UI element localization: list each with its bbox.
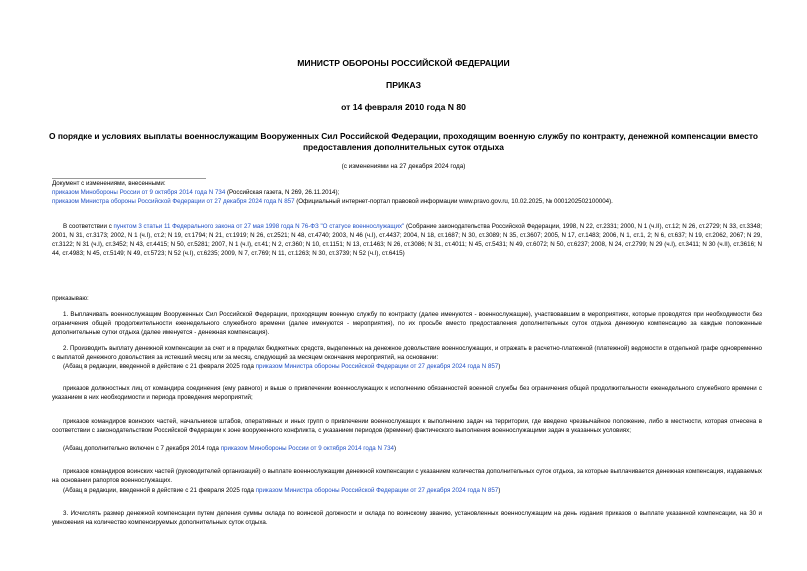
amendment-link[interactable]: приказом Министра обороны Российской Федерации от 27 декабря 2024 года N 857 (255, 487, 499, 494)
amendments-block (52, 180, 762, 207)
preamble-text-end: (Собрание законодательства Российской Федерации, 1998, N 22, ст.2331; 2000, N 1 (ч.II), ст.12; N 26, ст.2729; N 33, ст.3348; 2001, N 31, ст.3173; 2002, N 1 (ч.I), ст.2; N 19, ст.1794; N 21, ст.1919; N 26, ст.2521; N 48, ст.4740; 2003, N 46 (ч.I), ст.4437; 2004, N 18, ст.1687; N 30, ст.3089; N 35, ст.3607; 2005, N 17, ст.1483; 2006, N 1, ст.1, 2; N 6, ст.637; N 19, ст.2062, 2067; N 29, ст.3122; N 31 (ч.I), ст.3452; N 43, ст.4415; N 50, ст.5281; 2007, N 1 (ч.I), ст.41; N 2, ст.360; N 10, ст.1151; N 13, ст.1463; N 26, ст.3086; N 31, ст.4011; N 45, ст.5431; N 49, ст.6072; N 50, ст.6237; 2008, N 24, ст.2799; N 29 (ч.I), ст.3411; N 30 (ч.II), ст.3616; N 44, ст.4983; N 45, ст.5149; N 49, ст.5723; N 52 (ч.I), ст.6235; 2009, N 7, ст.769; N 11, ст.1263; N 30, ст.3739; N 52 (ч.I), ст.6415) (52, 223, 763, 257)
paragraph-2: 2. Производить выплату денежной компенсации за счет и в пределах бюджетных средств, выделенных на денежное довольствие военнослужащих, и отражать в расчетно-платежной (платежной) ведомости в отдельной графе одновременно с выплатой денежного довольствия за истекший месяц или за месяц, следующий за месяцем окончания мероприятий, на основании: (52, 345, 762, 361)
issuing-authority: МИНИСТР ОБОРОНЫ РОССИЙСКОЙ ФЕДЕРАЦИИ (297, 58, 510, 68)
changes-note: (с изменениями на 27 декабря 2024 года) (341, 163, 466, 170)
paragraph-2c: приказов командиров воинских частей (руководителей организаций) о выплате военнослужащим денежной компенсации с указанием количества дополнительных суток отдыха, за которые выплачивается денежная компенсация, издаваемых на основании рапортов военнослужащих. (52, 468, 762, 484)
amendment-link[interactable]: приказом Минобороны России от 9 октября 2014 года N 734 (220, 445, 394, 452)
order-word: приказываю: (52, 295, 89, 302)
amendment-source: (Российская газета, N 269, 26.11.2014); (225, 188, 340, 196)
amendment-link[interactable]: приказом Министра обороны Российской Федерации от 27 декабря 2024 года N 857 (255, 363, 499, 370)
amendment-link[interactable]: приказом Министра обороны Российской Федерации от 27 декабря 2024 года N 857 (52, 197, 295, 205)
preamble-paragraph (52, 223, 762, 259)
paragraph-2b: приказов командиров воинских частей, начальников штабов, оперативных и иных групп о привлечении военнослужащих к выполнению задач на территории, где введено чрезвычайное положение, либо в местности, которая отнесена в соответствии с законодательством Российской Федерации к зоне вооруженного конфликта, с указанием периодов (времени) фактического выполнения военнослужащими задач в указанных условиях; (52, 418, 762, 434)
amendment-source: (Официальный интернет-портал правовой информации www.pravo.gov.ru, 10.02.2025, № 0001202502100004). (294, 197, 613, 205)
paragraph-3: 3. Исчислять размер денежной компенсации путем деления суммы оклада по воинской должности и оклада по воинскому званию, установленных военнослужащим на день издания приказов о выплате указанной компенсации, на 30 и умножения на количество компенсируемых дополнительных суток отдыха. (52, 510, 762, 526)
preamble-text-start: В соответствии с (63, 223, 114, 230)
amendment-link[interactable]: приказом Минобороны России от 9 октября 2014 года N 734 (52, 188, 226, 196)
federal-law-link[interactable]: пунктом 3 статьи 11 Федерального закона от 27 мая 1998 года N 76-ФЗ "О статусе военнослужащих" (113, 223, 405, 230)
paragraph-1: 1. Выплачивать военнослужащим Вооруженных Сил Российской Федерации, проходящим военную службу по контракту (далее именуются - военнослужащие), участвовавшим в мероприятиях, которые проводятся при необходимости без ограничения общей продолжительности еженедельного служебного времени (далее именуются - мероприятия), по их просьбе вместо предоставления дополнительных суток отдыха денежную компенсацию за каждые положенные дополнительные сутки отдыха (далее именуется - денежная компенсация). (52, 311, 762, 336)
amendments-intro: Документ с изменениями, внесенными: (52, 180, 166, 187)
paragraph-2-note: (Абзац в редакции, введенной в действие с 21 февраля 2025 года приказом Министра обороны Российской Федерации от 27 декабря 2024 года N 857) (63, 363, 501, 370)
paragraph-2a: приказов должностных лиц от командира соединения (ему равного) и выше о привлечении военнослужащих к исполнению обязанностей военной службы без ограничения общей продолжительности еженедельного служебного времени с указанием в них необходимости и периода проведения мероприятий; (52, 385, 762, 401)
document-title: О порядке и условиях выплаты военнослужащим Вооруженных Сил Российской Федерации, проходящим военную службу по контракту, денежной компенсации вместо предоставления дополнительных суток отдыха (49, 131, 758, 152)
amendment-item (52, 198, 762, 207)
amendments-divider (52, 178, 206, 179)
document-date-number: от 14 февраля 2010 года N 80 (341, 102, 466, 112)
paragraph-2b-note: (Абзац дополнительно включен с 7 декабря 2014 года приказом Минобороны России от 9 октября 2014 года N 734) (63, 445, 397, 452)
amendment-item (52, 189, 762, 198)
document-type: ПРИКАЗ (386, 80, 421, 90)
paragraph-2c-note: (Абзац в редакции, введенной в действие с 21 февраля 2025 года приказом Министра обороны Российской Федерации от 27 декабря 2024 года N 857) (63, 487, 501, 494)
